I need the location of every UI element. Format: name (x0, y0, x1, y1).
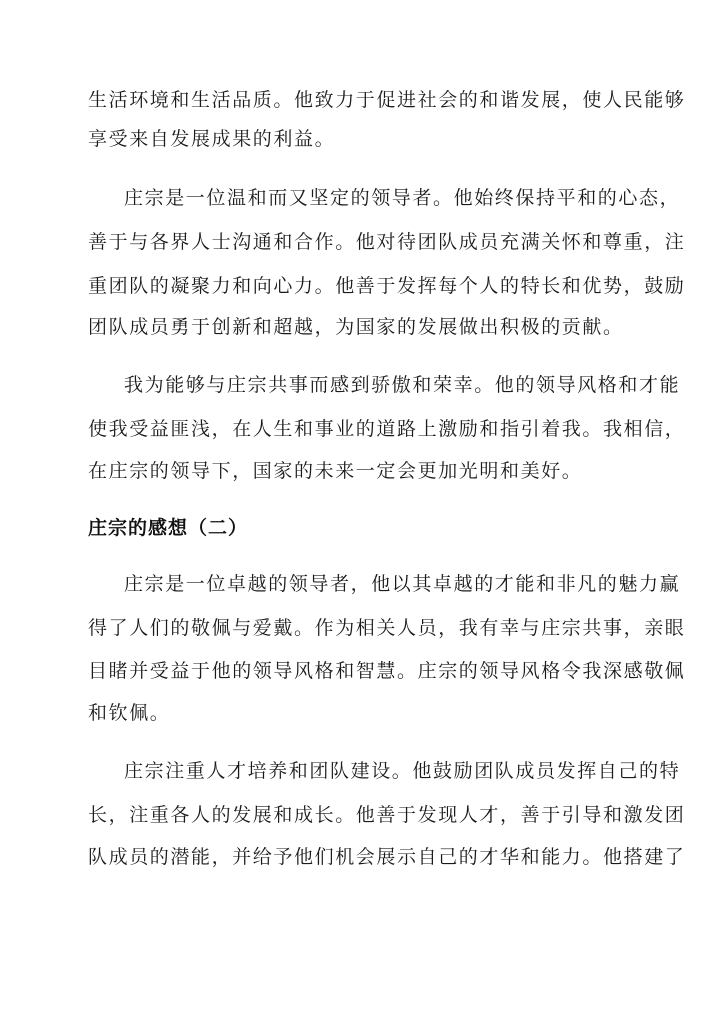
paragraph-3-line-1: 我为能够与庄宗共事而感到骄傲和荣幸。他的领导风格和才能 (124, 374, 681, 396)
paragraph-4-line-4: 和钦佩。 (88, 702, 171, 724)
paragraph-4-line-3: 目睹并受益于他的领导风格和智慧。庄宗的领导风格令我深感敬佩 (88, 660, 686, 682)
section-heading: 庄宗的感想（二） (88, 517, 249, 539)
paragraph-5-line-3: 队成员的潜能，并给予他们机会展示自己的才华和能力。他搭建了 (88, 846, 686, 868)
paragraph-3-line-2: 使我受益匪浅，在人生和事业的道路上激励和指引着我。我相信， (88, 418, 686, 440)
paragraph-2-line-2: 善于与各界人士沟通和合作。他对待团队成员充满关怀和尊重，注 (88, 231, 686, 253)
paragraph-2-line-3: 重团队的凝聚力和向心力。他善于发挥每个人的特长和优势，鼓励 (88, 275, 686, 297)
paragraph-3-line-3: 在庄宗的领导下，国家的未来一定会更加光明和美好。 (88, 460, 583, 482)
paragraph-2-line-4: 团队成员勇于创新和超越，为国家的发展做出积极的贡献。 (88, 316, 624, 338)
paragraph-4-line-1: 庄宗是一位卓越的领导者，他以其卓越的才能和非凡的魅力赢 (124, 573, 681, 595)
paragraph-5-line-1: 庄宗注重人才培养和团队建设。他鼓励团队成员发挥自己的特 (124, 760, 681, 782)
paragraph-1-line-1: 生活环境和生活品质。他致力于促进社会的和谐发展，使人民能够 (88, 89, 686, 111)
paragraph-5-line-2: 长，注重各人的发展和成长。他善于发现人才，善于引导和激发团 (88, 804, 686, 826)
paragraph-4-line-2: 得了人们的敬佩与爱戴。作为相关人员，我有幸与庄宗共事，亲眼 (88, 617, 686, 639)
paragraph-1-line-2: 享受来自发展成果的利益。 (88, 128, 336, 150)
paragraph-2-line-1: 庄宗是一位温和而又坚定的领导者。他始终保持平和的心态， (124, 187, 681, 209)
